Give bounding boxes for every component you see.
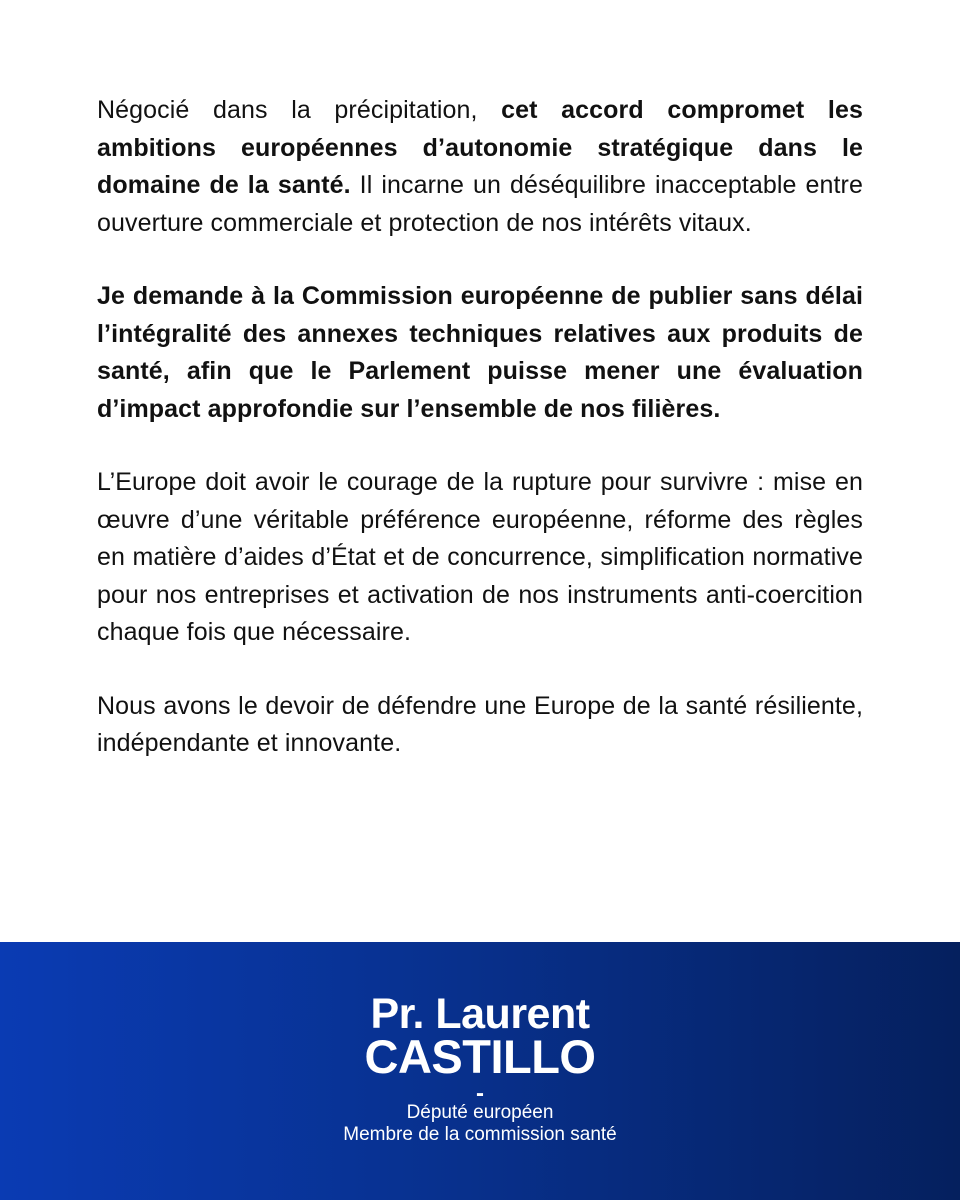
- signature-name-last: CASTILLO: [364, 1030, 596, 1083]
- paragraph-1-emphasis: cet accord compromet les ambitions européennes d’autonomie stratégique dans le domaine de la santé.: [97, 96, 863, 199]
- signature-separator: -: [476, 1080, 484, 1107]
- paragraph-3: [97, 464, 863, 652]
- signature-role-title: Député européen: [406, 1102, 554, 1123]
- paragraph-2-text: Je demande à la Commission européenne de publier sans délai l’intégralité des annexes techniques relatives aux produits de santé, afin que le Parlement puisse mener une évaluation d’impact approfondie sur l’ensemble de nos filières.: [97, 282, 863, 423]
- paragraph-1-rest: Il incarne un déséquilibre inacceptable entre ouverture commerciale et protection de nos intérêts vitaux.: [97, 171, 863, 237]
- paragraph-1-intro: Négocié dans la précipitation,: [97, 96, 502, 124]
- signature-banner: [0, 942, 960, 1200]
- paragraph-2: [97, 278, 863, 428]
- paragraph-1: [97, 92, 863, 242]
- signature-name-first: Pr. Laurent: [370, 990, 590, 1038]
- statement-body: [97, 92, 863, 799]
- paragraph-4: [97, 688, 863, 763]
- paragraph-4-text: Nous avons le devoir de défendre une Europe de la santé résiliente, indépendante et innovante.: [97, 691, 863, 757]
- paragraph-3-text: L’Europe doit avoir le courage de la rupture pour survivre : mise en œuvre d’une véritable préférence européenne, réforme des règles en matière d’aides d’État et de concurrence, simplification normative pour nos entreprises et activation de nos instruments anti-coercition chaque fois que nécessaire.: [97, 468, 863, 646]
- signature-role-committee: Membre de la commission santé: [343, 1124, 617, 1145]
